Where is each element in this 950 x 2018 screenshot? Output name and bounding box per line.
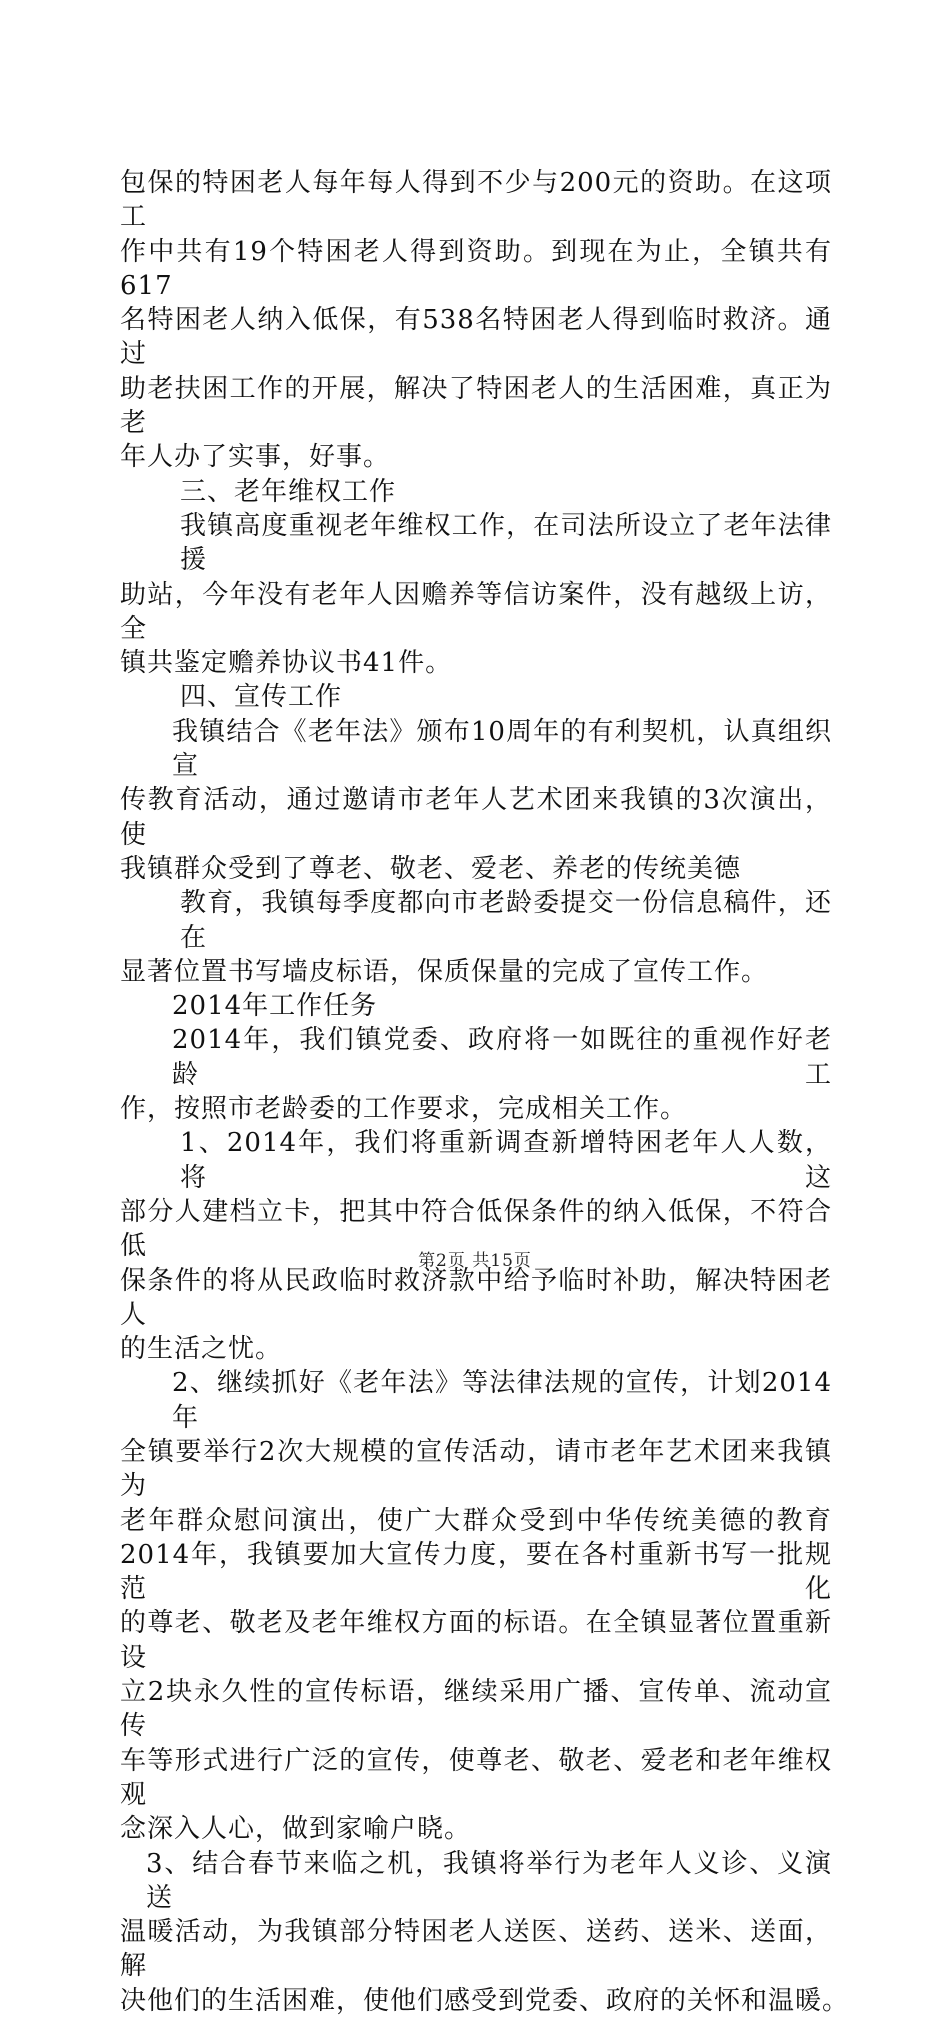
text-line: 1、2014年，我们将重新调查新增特困老年人人数，将这	[180, 1128, 832, 1193]
page-footer: 第2页 共15页	[418, 1251, 532, 1271]
text-line: 决他们的生活困难，使他们感受到党委、政府的关怀和温暖。	[120, 1985, 850, 2016]
text-line: 全镇要举行2次大规模的宣传活动，请市老年艺术团来我镇为	[120, 1436, 832, 1502]
text-line: 立2块永久性的宣传标语，继续采用广播、宣传单、流动宣传	[120, 1677, 832, 1742]
text-line: 2014年工作任务	[172, 991, 378, 1022]
text-line: 作中共有19个特困老人得到资助。到现在为止，全镇共有617	[120, 236, 832, 301]
text-line: 作，按照市老龄委的工作要求，完成相关工作。	[120, 1094, 688, 1125]
text-line: 传教育活动，通过邀请市老年人艺术团来我镇的3次演出，使	[120, 785, 832, 850]
text-line: 四、宣传工作	[180, 682, 343, 713]
text-line: 我镇高度重视老年维权工作，在司法所设立了老年法律援	[180, 510, 832, 576]
text-line: 助站，今年没有老年人因赡养等信访案件，没有越级上访，全	[120, 579, 832, 644]
text-line: 年人办了实事，好事。	[120, 442, 391, 473]
text-line: 保条件的将从民政临时救济款中给予临时补助，解决特困老人	[120, 1265, 832, 1330]
text-line: 助老扶困工作的开展，解决了特困老人的生活困难，真正为老	[120, 373, 832, 439]
text-line: 2014年，我镇要加大宣传力度，要在各村重新书写一批规范化	[120, 1539, 832, 1605]
text-line: 镇共鉴定赡养协议书41件。	[120, 648, 453, 679]
text-line: 三、老年维权工作	[180, 476, 397, 507]
text-line: 念深入人心，做到家喻户晓。	[120, 1814, 472, 1845]
text-line: 部分人建档立卡，把其中符合低保条件的纳入低保，不符合低	[120, 1196, 832, 1262]
text-line: 显著位置书写墙皮标语，保质保量的完成了宣传工作。	[120, 956, 769, 987]
text-line: 名特困老人纳入低保，有538名特困老人得到临时救济。通过	[120, 305, 832, 370]
text-line: 我镇群众受到了尊老、敬老、爱老、养老的传统美德	[120, 853, 742, 884]
text-line: 3、结合春节来临之机，我镇将举行为老年人义诊、义演送	[146, 1848, 832, 1913]
text-line: 我镇结合《老年法》颁布10周年的有利契机，认真组织宣	[172, 716, 832, 782]
text-line: 2、继续抓好《老年法》等法律法规的宣传，计划2014年	[172, 1368, 832, 1433]
text-line: 的尊老、敬老及老年维权方面的标语。在全镇显著位置重新设	[120, 1608, 832, 1673]
text-line: 教育，我镇每季度都向市老龄委提交一份信息稿件，还在	[180, 888, 832, 953]
text-line: 温暖活动，为我镇部分特困老人送医、送药、送米、送面，解	[120, 1917, 832, 1982]
document-body	[120, 166, 850, 2018]
text-line: 2014年，我们镇党委、政府将一如既往的重视作好老龄工	[172, 1025, 832, 1090]
text-line: 包保的特困老人每年每人得到不少与200元的资助。在这项工	[120, 168, 832, 233]
text-line: 车等形式进行广泛的宣传，使尊老、敬老、爱老和老年维权观	[120, 1745, 832, 1810]
text-line: 的生活之忧。	[120, 1334, 283, 1365]
text-line: 老年群众慰问演出，使广大群众受到中华传统美德的教育	[120, 1505, 832, 1536]
